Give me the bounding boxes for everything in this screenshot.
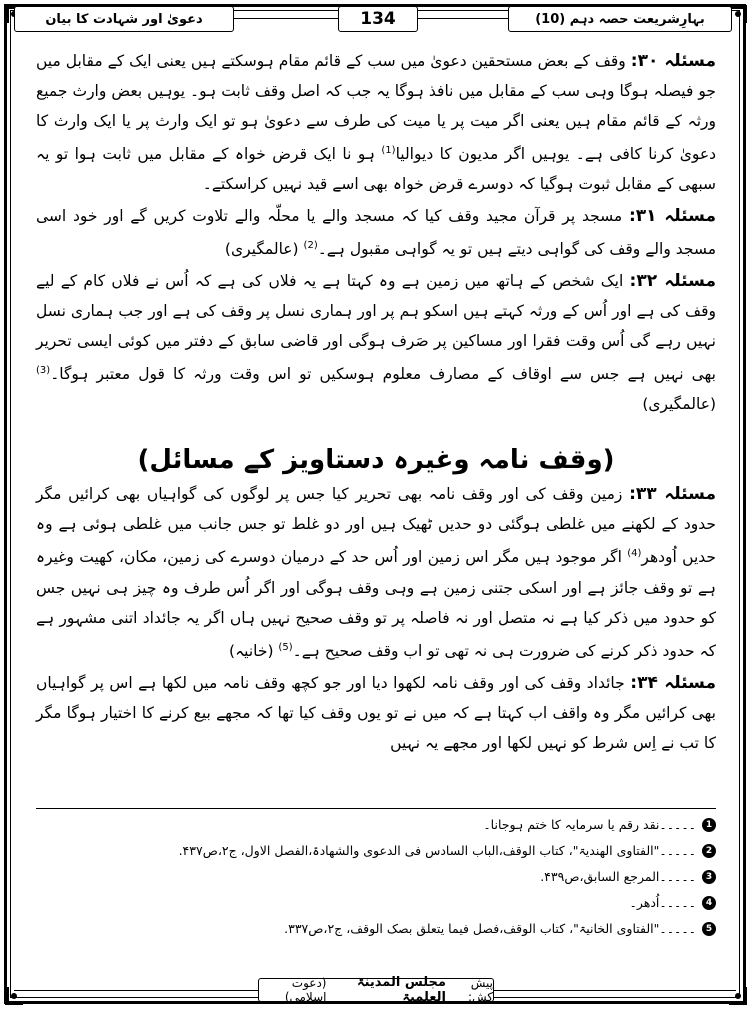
masala-text: زمین وقف کی اور وقف نامہ بھی تحریر کیا جس پر لوگوں کی گواہیاں بھی کرائیں مگر حدود کے لکھنے میں غلطی ہوگئی دو حدیں ٹھیک ہیں اور دو غلط تو جس جانب میں غلطی ہوئی ہے وہ حدیں اُودھر bbox=[36, 485, 716, 567]
masala-text: ایک شخص کے ہاتھ میں زمین ہے وہ کہتا ہے یہ فلاں کی ہے کہ اُس نے فلاں کام کے لیے وقف کی ہے اور اُس کے ورثہ کہتے ہیں اسکو ہم پر اور ہماری نسل پر وقف کی ہے اور جب ہماری نسل نہیں رہے گی اُس وقت فقرا اور مساکین پر صَرف ہوگی اور قاضی سابق کے دفتر میں کوئی ایسی تحریر بھی نہیں ہے جس سے اوقاف کے مصارف معلوم ہوسکیں تو اس وقت ورثہ کا قول معتبر ہوگا۔ bbox=[36, 272, 716, 384]
footnote-number: 1 bbox=[702, 818, 716, 832]
footnote-ref: (5) bbox=[278, 641, 293, 653]
masala-text: جائداد وقف کی اور وقف نامہ لکھوا دیا اور جو کچھ وقف نامہ میں لکھا ہے اس پر گواہیاں بھی کرائیں مگر وہ واقف اب کہتا ہے کہ میں نے تو یوں وقف کیا تھا کہ مجھے بیع کرنے کا اختیار ہوگا مگر کا تب نے اِس شرط کو نہیں لکھا اور مجھے یہ نہیں bbox=[36, 673, 716, 752]
footer-suffix: (دعوت اسلامی) bbox=[284, 976, 327, 1004]
masala-text: مسجد پر قرآن مجید وقف کیا کہ مسجد والے یا محلّہ والے تلاوت کریں گے اور خود اسی مسجد والے وقف کی گواہی دیتے ہیں تو یہ گواہی مقبول ہے۔ bbox=[36, 207, 716, 259]
footer-prefix: پیش کش: bbox=[467, 976, 493, 1004]
footnote-text: ۔۔۔۔۔المرجع السابق،ص۴۳۹. bbox=[540, 869, 696, 884]
footnote-number: 4 bbox=[702, 896, 716, 910]
footnote-number: 5 bbox=[702, 922, 716, 936]
footnote-item bbox=[36, 812, 716, 838]
masala-label: مسئلہ ۳۱: bbox=[628, 206, 716, 227]
footnote-text: ۔۔۔۔۔"الفتاوی الھندیۃ"، کتاب الوقف،الباب السادس فی الدعوی والشھادۃ،الفصل الاول، ج۲،ص۴۳۷. bbox=[178, 843, 696, 858]
footnote-ref: (3) bbox=[36, 365, 51, 377]
citation: (عالمگیری) bbox=[224, 240, 304, 259]
masala-30 bbox=[36, 46, 716, 199]
header-rule-left bbox=[234, 18, 338, 19]
footnote-separator bbox=[36, 808, 716, 809]
footnote-item bbox=[36, 864, 716, 890]
footnote-ref: (4) bbox=[627, 548, 642, 560]
masala-text: وقف کے بعض مستحقین دعویٰ میں سب کے قائم مقام ہوسکتے ہیں یعنی ایک کے مقابل میں جو فیصلہ ہوگا وہی سب کے مقابل میں نافذ ہوگا یہ جب کہ اصل وقف ثابت ہو۔ یوہیں بعض وارث جمیع ورثہ کے قائم مقام ہیں یعنی اگر میت پر یا میت کی طرف سے دعویٰ ہو تو ایک وارث پر یا ایک وارث کا دعویٰ کرنا کافی ہے۔ یوہیں اگر مدیون کا دیوالیا bbox=[36, 52, 716, 164]
masala-label: مسئلہ ۳۲: bbox=[629, 271, 716, 292]
masala-text-cont: ہو نا ایک قرض خواہ کے مقابل میں ثابت ہوا تو یہ سبھی کے مقابل ثبوت ہوگیا کہ دوسرے قرض خواہ بھی اسے قید نہیں کراسکتے۔ bbox=[36, 145, 716, 194]
footnote-item bbox=[36, 916, 716, 942]
footnote-item bbox=[36, 890, 716, 916]
masala-33 bbox=[36, 479, 716, 665]
masala-32 bbox=[36, 266, 716, 419]
masala-text-cont: اگر موجود ہیں مگر اس زمین اور اُس حد کے درمیان دوسرے کی زمین، مکان، کھیت وغیرہ ہے تو وقف جائز ہے اور اسکی جتنی زمین ہے وہی وقف ہوگی اور اگر اُس طرف وہ چیز ہی نہیں جس کو حدود میں ذکر کیا ہے نہ متصل اور نہ فاصلہ پر تو وقف صحیح نہیں ہاں اگر یہ جائداد اتنی مشہور ہے کہ حدود ذکر کرنے کی ضرورت ہی نہ تھی تو اب وقف صحیح ہے۔ bbox=[36, 548, 716, 660]
header-rule-right bbox=[418, 18, 508, 19]
footnotes bbox=[36, 812, 716, 942]
masala-label: مسئلہ ۳۰: bbox=[630, 51, 716, 71]
footnote-text: ۔۔۔۔۔"الفتاوی الخانیۃ"، کتاب الوقف،فصل فیما یتعلق بصک الوقف، ج۲،ص۳۳۷. bbox=[284, 921, 696, 936]
publisher-footer bbox=[258, 975, 494, 1005]
section-heading: (وقف نامہ وغیرہ دستاویز کے مسائل) bbox=[137, 445, 615, 476]
footnote-number: 2 bbox=[702, 844, 716, 858]
page-number: 134 bbox=[338, 6, 418, 32]
footnote-text: ۔۔۔۔۔اُدھر۔ bbox=[629, 895, 696, 910]
corner-ornament-bottom-left bbox=[3, 985, 25, 1007]
header-chapter-title: دعویٰ اور شہادت کا بیان bbox=[14, 6, 234, 32]
masala-31 bbox=[36, 201, 716, 264]
footnote-ref: (1) bbox=[381, 145, 396, 156]
masala-label: مسئلہ ۳۳: bbox=[629, 484, 716, 505]
citation: (عالمگیری) bbox=[642, 395, 716, 414]
corner-ornament-bottom-right bbox=[727, 985, 749, 1007]
header-book-title: بہارِشریعت حصہ دہم (10) bbox=[508, 6, 732, 32]
masala-label: مسئلہ ۳۴: bbox=[630, 672, 716, 693]
footnote-text: ۔۔۔۔۔نقد رقم یا سرمایہ کا ختم ہوجانا۔ bbox=[483, 817, 696, 832]
footnote-item bbox=[36, 838, 716, 864]
footnote-ref: (2) bbox=[303, 240, 318, 252]
citation: (خانیہ) bbox=[229, 641, 279, 660]
page-body bbox=[36, 46, 716, 760]
footnote-number: 3 bbox=[702, 870, 716, 884]
footer-organization: مجلس المدینۃ العلمیۃ bbox=[356, 975, 446, 1005]
masala-34 bbox=[36, 668, 716, 758]
